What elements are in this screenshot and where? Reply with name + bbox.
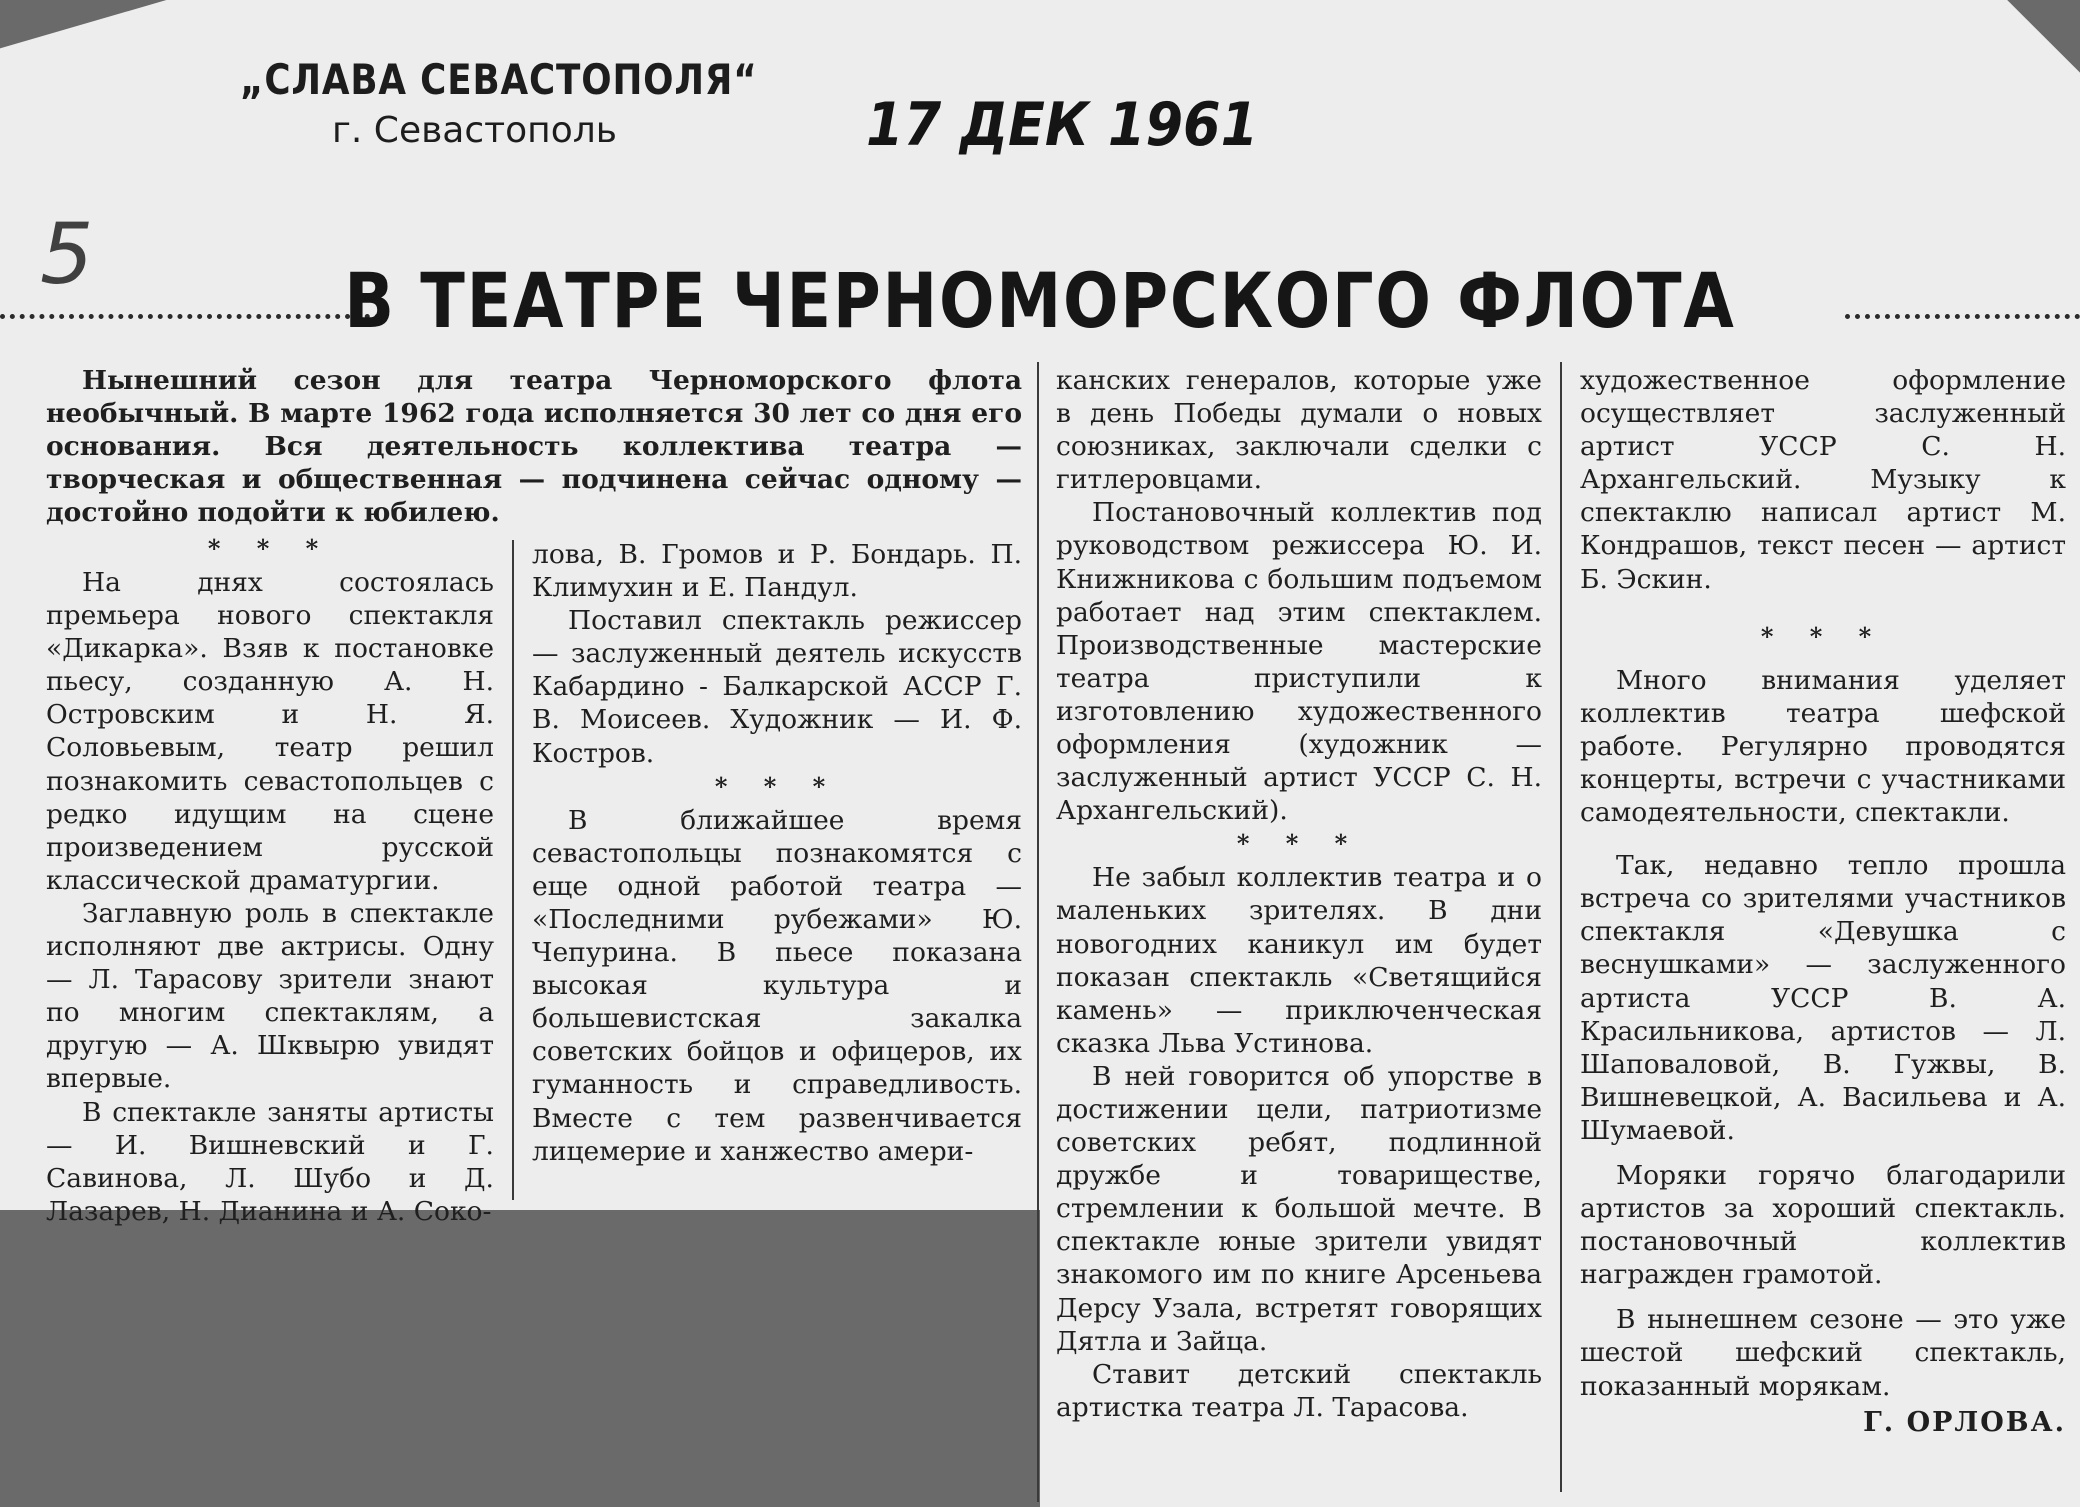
col4-paragraph-2: Много внимания уделяет коллектив театра шефской работе. Регулярно проводятся концерты, встречи с участниками самодеятельности, спектакли.	[1580, 664, 2066, 829]
column-2	[532, 538, 1022, 1168]
col4-paragraph-3: Так, недавно тепло прошла встреча со зрителями участников спектакля «Девушка с веснушками» — заслуженного артиста УССР В. А. Красильникова, артистов — Л. Шаповаловой, В. Гужвы, В. Вишневецкой, А. Васильева и А. Шумаевой.	[1580, 850, 2066, 1146]
section-separator: * * *	[207, 534, 333, 563]
column-4	[1580, 364, 2066, 1443]
date-stamp: 17 ДЕК 1961	[866, 90, 1259, 160]
masthead	[240, 55, 849, 151]
col4-paragraph-5: В нынешнем сезоне — это уже шестой шефский спектакль, показанный морякам.	[1580, 1304, 2066, 1402]
col1-paragraph-3: В спектакле заняты артисты — И. Вишневский и Г. Савинова, Л. Шубо и Д. Лазарев, Н. Дианина и А. Соко-	[46, 1096, 494, 1227]
article-headline	[0, 256, 2080, 345]
col2-paragraph-3: В ближайшее время севастопольцы познакомятся с еще одной работой театра — «Последними рубежами» Ю. Чепурина. В пьесе показана высокая культура и большевистская закалка советских бойцов и офицеров, их гуманность и справедливость. Вместе с тем развенчивается лицемерие и ханжество амери-	[532, 804, 1022, 1167]
column-1	[46, 532, 494, 1228]
section-separator: * * *	[1236, 829, 1362, 859]
author-signature: Г. ОРЛОВА.	[1863, 1406, 2066, 1438]
newspaper-name: „СЛАВА СЕВАСТОПОЛЯ“	[240, 55, 758, 104]
column-rule	[1037, 362, 1039, 1502]
section-separator: * * *	[1760, 621, 1886, 651]
col3-paragraph-5: Ставит детский спектакль артистка театра Л. Тарасова.	[1056, 1358, 1542, 1423]
pencil-mark: 5	[40, 205, 94, 303]
col3-paragraph-1: канских генералов, которые уже в день Победы думали о новых союзниках, заключали сделки с гитлеровцами.	[1056, 365, 1542, 496]
col1-paragraph-1: На днях состоялась премьера нового спектакля «Дикарка». Взяв к постановке пьесу, созданную А. Н. Островским и Н. Я. Соловьевым, театр решил познакомить севастопольцев с редко идущим на сцене произведением русской классической драматургии.	[46, 567, 494, 896]
column-rule	[1560, 362, 1562, 1492]
column-3	[1056, 364, 1542, 1424]
col2-paragraph-1: лова, В. Громов и Р. Бондарь. П. Климухин и Е. Пандул.	[532, 539, 1022, 604]
lead-text: Нынешний сезон для театра Черноморского флота необычный. В марте 1962 года исполняется 30 лет со дня его основания. Вся деятельность коллектива театра — творческая и общественная — подчинена сейчас одному — достойно подойти к юбилею.	[46, 365, 1022, 529]
col2-paragraph-2: Поставил спектакль режиссер — заслуженный деятель искусств Кабардино - Балкарской АССР Г. В. Моисеев. Художник — И. Ф. Костров.	[532, 605, 1022, 769]
newspaper-city: г. Севастополь	[332, 110, 617, 151]
lead-paragraph	[46, 364, 1022, 529]
section-separator: * * *	[714, 771, 840, 801]
col3-paragraph-3: Не забыл коллектив театра и о маленьких зрителях. В дни новогодних каникул им будет показан спектакль «Светящийся камень» — приключенческая сказка Льва Устинова.	[1056, 862, 1542, 1059]
col1-paragraph-2: Заглавную роль в спектакле исполняют две актрисы. Одну — Л. Тарасову зрители знают по многим спектаклям, а другую — А. Шквырю увидят впервые.	[46, 897, 494, 1095]
col3-paragraph-4: В ней говорится об упорстве в достижении цели, патриотизме советских ребят, подлинной дружбе и товариществе, стремлении к большой мечте. В спектакле юные зрители увидят знакомого им по книге Арсеньева Дерсу Узала, встретят говорящих Дятла и Зайца.	[1056, 1060, 1542, 1357]
column-rule	[512, 540, 514, 1200]
col4-paragraph-1: художественное оформление осуществляет заслуженный артист УССР С. Н. Архангельский. Музыку к спектаклю написал артист М. Кондрашов, текст песен — артист Б. Эскин.	[1580, 365, 2066, 595]
col3-paragraph-2: Постановочный коллектив под руководством режиссера Ю. И. Книжникова с большим подъемом работает над этим спектаклем. Производственные мастерские театра приступили к изготовлению художественного оформления (художник — заслуженный артист УССР С. Н. Архангельский).	[1056, 497, 1542, 827]
headline-text: В ТЕАТРЕ ЧЕРНОМОРСКОГО ФЛОТА	[344, 256, 1736, 345]
col4-paragraph-4: Моряки горячо благодарили артистов за хороший спектакль. постановочный коллектив награжден грамотой.	[1580, 1159, 2066, 1291]
